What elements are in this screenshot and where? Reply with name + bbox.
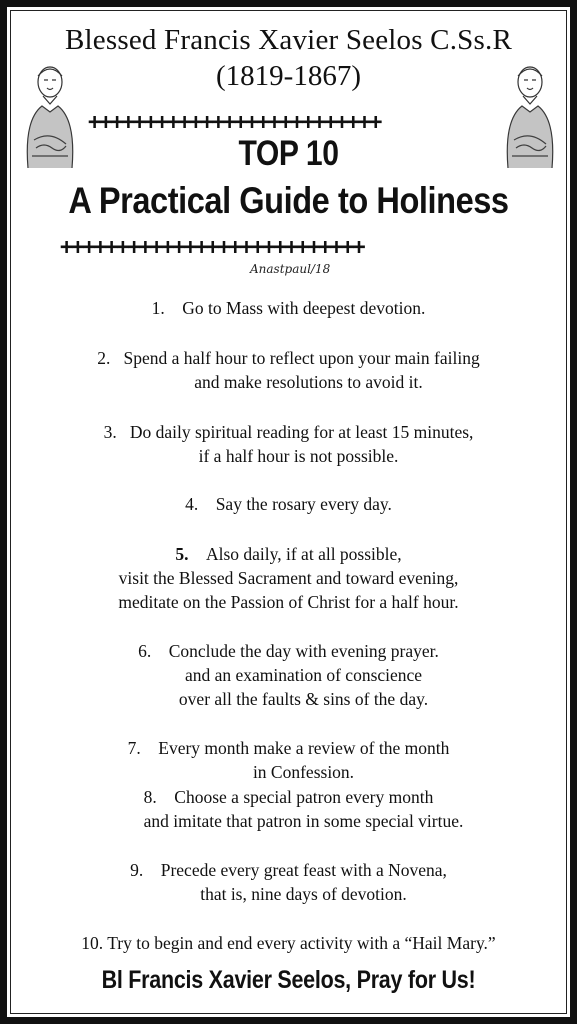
plus-divider-top: ++++++++++++++++++++++++++ <box>88 112 381 134</box>
list-item-10 <box>0 932 577 956</box>
item-line: Precede every great feast with a Novena, <box>160 860 447 880</box>
author-signature: Anastpaul/18 <box>250 262 331 276</box>
item-line: Do daily spiritual reading for at least 15 minutes, <box>129 422 474 442</box>
item-number: 5. <box>175 544 189 564</box>
list-item-6-cont-2: over all the faults & sins of the day. <box>178 689 429 709</box>
list-item-2 <box>0 347 577 371</box>
item-line: Go to Mass with deepest devotion. <box>182 298 426 318</box>
item-number: 2. <box>97 348 111 368</box>
list-item-7 <box>0 737 577 761</box>
item-number: 7. <box>127 738 141 758</box>
top10-heading: TOP 10 <box>238 134 339 173</box>
list-item-5 <box>0 543 577 567</box>
list-item-2-cont: and make resolutions to avoid it. <box>194 372 423 392</box>
item-number: 3. <box>103 422 117 442</box>
item-number: 9. <box>130 860 144 880</box>
list-item-5-cont-2: meditate on the Passion of Christ for a half hour. <box>118 592 459 612</box>
item-line: Say the rosary every day. <box>215 494 392 514</box>
item-number: 1. <box>151 298 165 318</box>
list-item-3-cont: if a half hour is not possible. <box>198 446 399 466</box>
guide-heading: A Practical Guide to Holiness <box>68 180 509 221</box>
life-dates: (1819-1867) <box>216 60 361 92</box>
item-line: Try to begin and end every activity with a “Hail Mary.” <box>107 933 496 953</box>
item-number: 6. <box>138 641 152 661</box>
list-item-8 <box>0 786 577 810</box>
page-title: Blessed Francis Xavier Seelos C.Ss.R <box>64 24 512 56</box>
list-item-6 <box>0 640 577 664</box>
list-item-6-cont-1: and an examination of conscience <box>184 665 423 685</box>
list-item-9 <box>0 859 577 883</box>
item-line: Conclude the day with evening prayer. <box>168 641 439 661</box>
closing-prayer: Bl Francis Xavier Seelos, Pray for Us! <box>101 966 476 994</box>
list-item-3 <box>0 421 577 445</box>
item-line: Choose a special patron every month <box>174 787 434 807</box>
plus-divider-bottom: +++++++++++++++++++++++++++ <box>60 237 364 259</box>
list-item-5-cont-1: visit the Blessed Sacrament and toward evening, <box>118 568 459 588</box>
item-number: 8. <box>143 787 157 807</box>
list-item-7-cont: in Confession. <box>252 762 355 782</box>
item-line: Spend a half hour to reflect upon your main failing <box>123 348 480 368</box>
item-line: Every month make a review of the month <box>158 738 450 758</box>
list-item-9-cont: that is, nine days of devotion. <box>200 884 407 904</box>
list-item-4 <box>0 493 577 517</box>
item-number: 4. <box>185 494 199 514</box>
item-line: Also daily, if at all possible, <box>205 544 402 564</box>
item-number: 10. <box>81 933 104 953</box>
list-item-1 <box>0 297 577 321</box>
list-item-8-cont: and imitate that patron in some special virtue. <box>143 811 464 831</box>
